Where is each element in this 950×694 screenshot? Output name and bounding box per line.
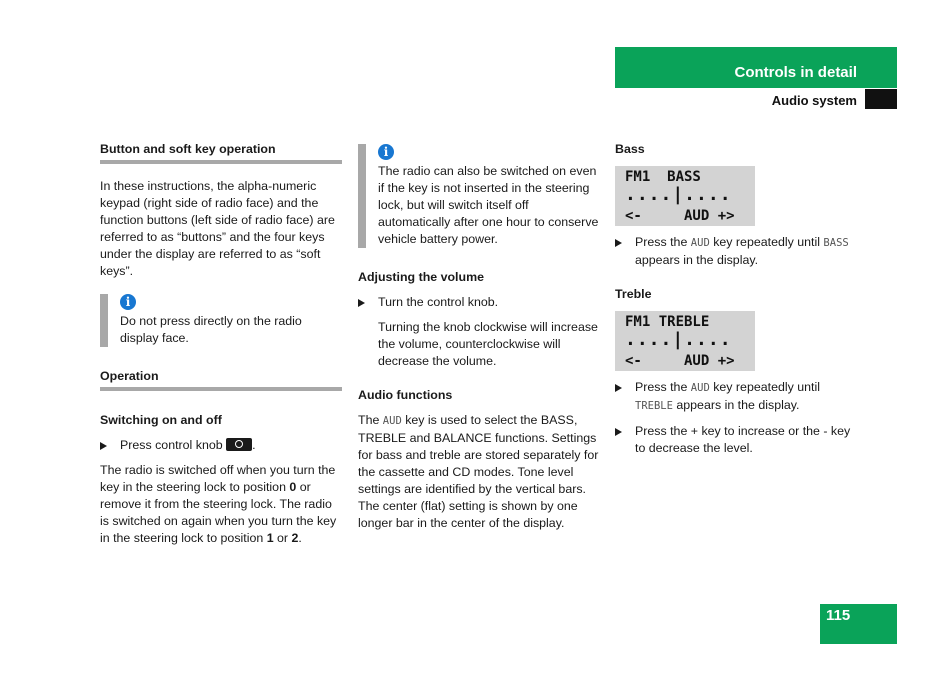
lcd-line-2: ....|.... [625,184,732,205]
info-note-radio-switch [358,144,600,248]
text-run: appears in the display. [672,398,800,412]
heading-operation: Operation [100,369,159,383]
section-title: Controls in detail [734,64,857,81]
treble-key-label: TREBLE [635,400,673,412]
position-2: 2 [291,531,299,545]
bullet-text: Press the + key to increase or the - key to decrease the level. [635,424,851,455]
paragraph-volume: Turning the knob clockwise will increase the volume, counterclockwise will decrease the volume. [378,320,598,368]
lcd-line-2: ....|.... [625,329,732,350]
lcd-display-treble [615,311,755,371]
aud-key-label: AUD [690,237,710,249]
lcd-line-3: <- AUD +> [625,208,735,224]
column-middle [358,140,600,532]
info-bar [100,294,108,347]
text-run: key repeatedly until [709,380,820,394]
info-text: Do not press directly on the radio display face. [120,314,302,345]
heading-rule [100,160,342,164]
bass-key-label: BASS [823,237,849,249]
text-run: The radio is switched off when you turn the key in the steering lock to position [100,463,336,494]
lcd-line-1: FM1 TREBLE [625,314,710,330]
text-run: key is used to select the BASS, TREBLE and BALANCE functions. Settings for bass and treble are stored separately for the cassette and CD modes. Tone level settings are identified by the vertical bars. The center (flat) setting is shown by one longer bar in the center of the display. [358,413,599,530]
subtitle-marker-block [865,89,897,109]
text-run: Press the [635,380,691,394]
heading-rule [100,387,342,391]
bullet-turn-knob [358,294,600,311]
position-0: 0 [289,480,297,494]
text-run: appears in the display. [635,253,759,267]
info-text: The radio can also be switched on even if the key is not inserted in the steering lock, but will switch itself off automatically after one hour to conserve vehicle battery power. [378,164,599,246]
triangle-bullet-icon [615,384,622,392]
bullet-text: Press control knob [120,438,223,452]
heading-audio-functions: Audio functions [358,388,453,402]
triangle-bullet-icon [100,442,107,450]
bullet-text: Turn the control knob. [378,295,499,309]
paragraph-audio-functions [358,412,600,532]
aud-key-label: AUD [690,382,710,394]
text-run: key repeatedly until [709,235,824,249]
bullet-bass [615,234,860,269]
info-icon: i [120,294,136,310]
heading-bass: Bass [615,142,645,156]
heading-treble: Treble [615,287,652,301]
lcd-line-1: FM1 BASS [625,169,701,185]
info-bar [358,144,366,248]
triangle-bullet-icon [358,299,365,307]
aud-key-label: AUD [382,415,402,427]
heading-button-soft-key: Button and soft key operation [100,142,276,156]
bullet-treble [615,379,860,415]
text-run: . [298,531,302,545]
lcd-display-bass [615,166,755,226]
bullet-level [615,423,860,457]
text-run: or [273,531,292,545]
paragraph-buttons-description: In these instructions, the alpha-numeric keypad (right side of radio face) and the function buttons (left side of radio face) are referred to as “buttons” and the four keys under the display are referred to as “soft keys”. [100,179,335,278]
position-1: 1 [266,531,274,545]
text-run: The [358,413,383,427]
control-knob-icon [226,438,252,451]
triangle-bullet-icon [615,428,622,436]
info-note-display [100,294,342,347]
section-subtitle: Audio system [771,93,857,108]
column-right [615,140,860,457]
heading-adjusting-volume: Adjusting the volume [358,270,484,284]
heading-switching: Switching on and off [100,413,222,427]
text-run: or remove it from the steering lock. The radio is switched on again when you turn the key in the steering lock to position [100,480,337,545]
page-number: 115 [826,607,851,624]
lcd-line-3: <- AUD +> [625,353,735,369]
column-left [100,140,342,547]
paragraph-switching [100,462,342,547]
bullet-press-knob: Press control knob . [100,437,342,454]
info-icon: i [378,144,394,160]
text-run: Press the [635,235,691,249]
triangle-bullet-icon [615,239,622,247]
